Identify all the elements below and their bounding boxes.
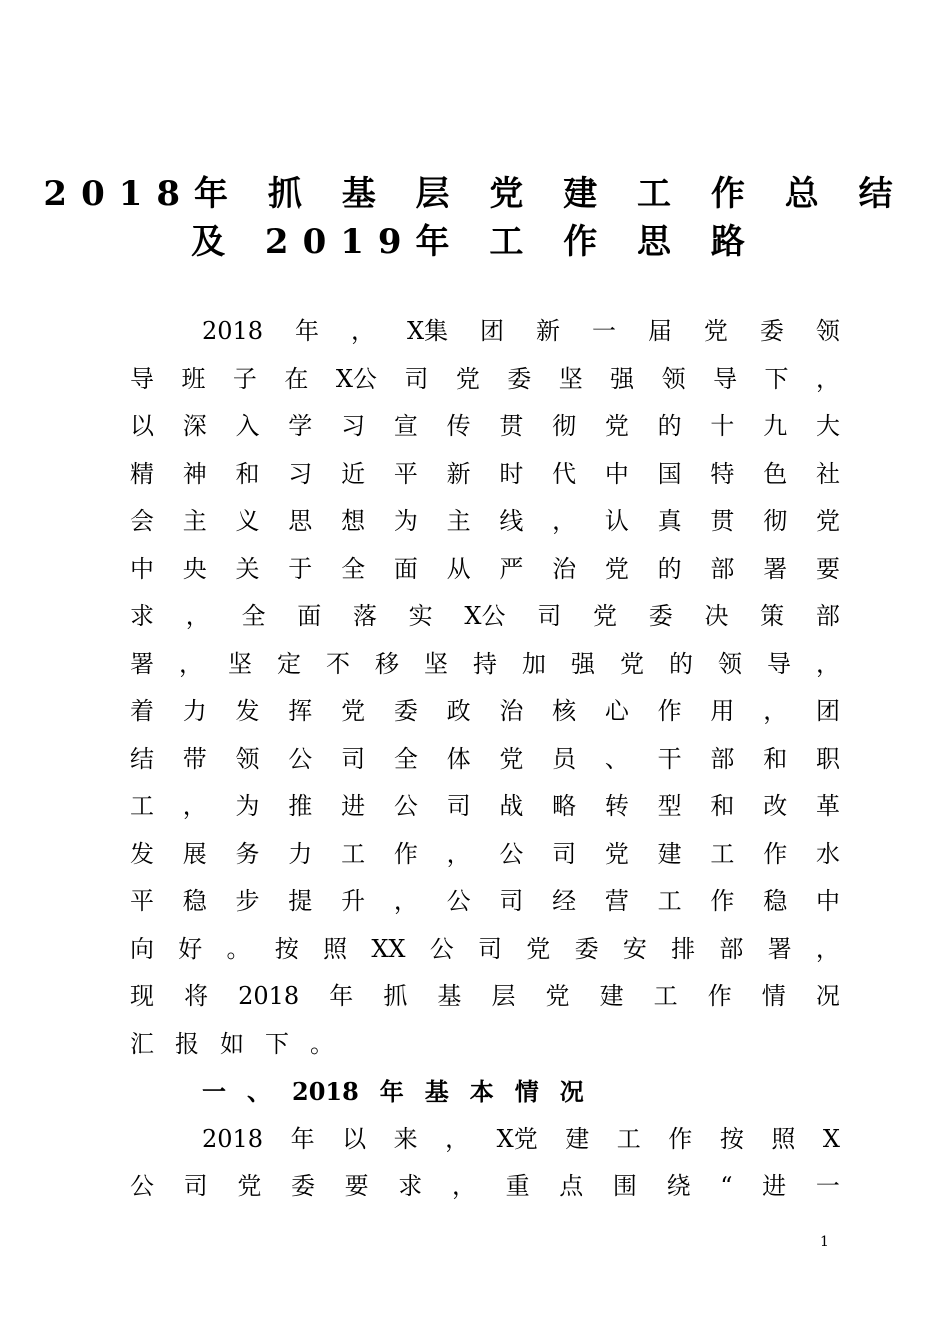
body-line: 署 ， 坚 定 不 移 坚 持 加 强 党 的 领 导 ，	[130, 649, 840, 678]
body-line: 会 主 义 思 想 为 主 线 ， 认 真 贯 彻 党	[130, 507, 840, 535]
page-number: 1	[820, 1234, 829, 1250]
body-line: 汇 报 如 下 。	[130, 1029, 334, 1058]
document-body	[130, 308, 840, 1211]
body-line: 结 带 领 公 司 全 体 党 员 、 干 部 和 职	[130, 744, 840, 773]
body-line: 现 将 2018 年 抓 基 层 党 建 工 作 情 况	[130, 982, 840, 1010]
document-title-line-2: 及 2019年 工 作 思 路	[191, 222, 759, 262]
body-line: 2018 年 ， X集 团 新 一 届 党 委 领	[202, 317, 840, 345]
body-line: 工 ， 为 推 进 公 司 战 略 转 型 和 改 革	[130, 792, 840, 820]
body-line: 着 力 发 挥 党 委 政 治 核 心 作 用 ， 团	[130, 697, 840, 725]
body-line: 向 好 。 按 照 XX 公 司 党 委 安 排 部 署 ，	[130, 934, 840, 963]
body-line: 以 深 入 学 习 宣 传 贯 彻 党 的 十 九 大	[130, 412, 840, 440]
body-line: 2018 年 以 来 ， X党 建 工 作 按 照 X	[202, 1124, 840, 1153]
body-line: 中 央 关 于 全 面 从 严 治 党 的 部 署 要	[130, 554, 840, 583]
body-line: 发 展 务 力 工 作 ， 公 司 党 建 工 作 水	[130, 839, 840, 868]
document-title-line-1: 2018年 抓 基 层 党 建 工 作 总 结	[43, 174, 907, 214]
body-line: 公 司 党 委 要 求 ， 重 点 围 绕 “ 进 一	[130, 1172, 840, 1200]
body-line: 平 稳 步 提 升 ， 公 司 经 营 工 作 稳 中	[130, 887, 840, 915]
body-line: 导 班 子 在 X公 司 党 委 坚 强 领 导 下 ，	[130, 364, 840, 393]
body-line: 求 ， 全 面 落 实 X公 司 党 委 决 策 部	[130, 602, 840, 630]
body-line: 精 神 和 习 近 平 新 时 代 中 国 特 色 社	[130, 459, 840, 488]
section-heading: 一 、 2018 年 基 本 情 况	[202, 1077, 584, 1106]
